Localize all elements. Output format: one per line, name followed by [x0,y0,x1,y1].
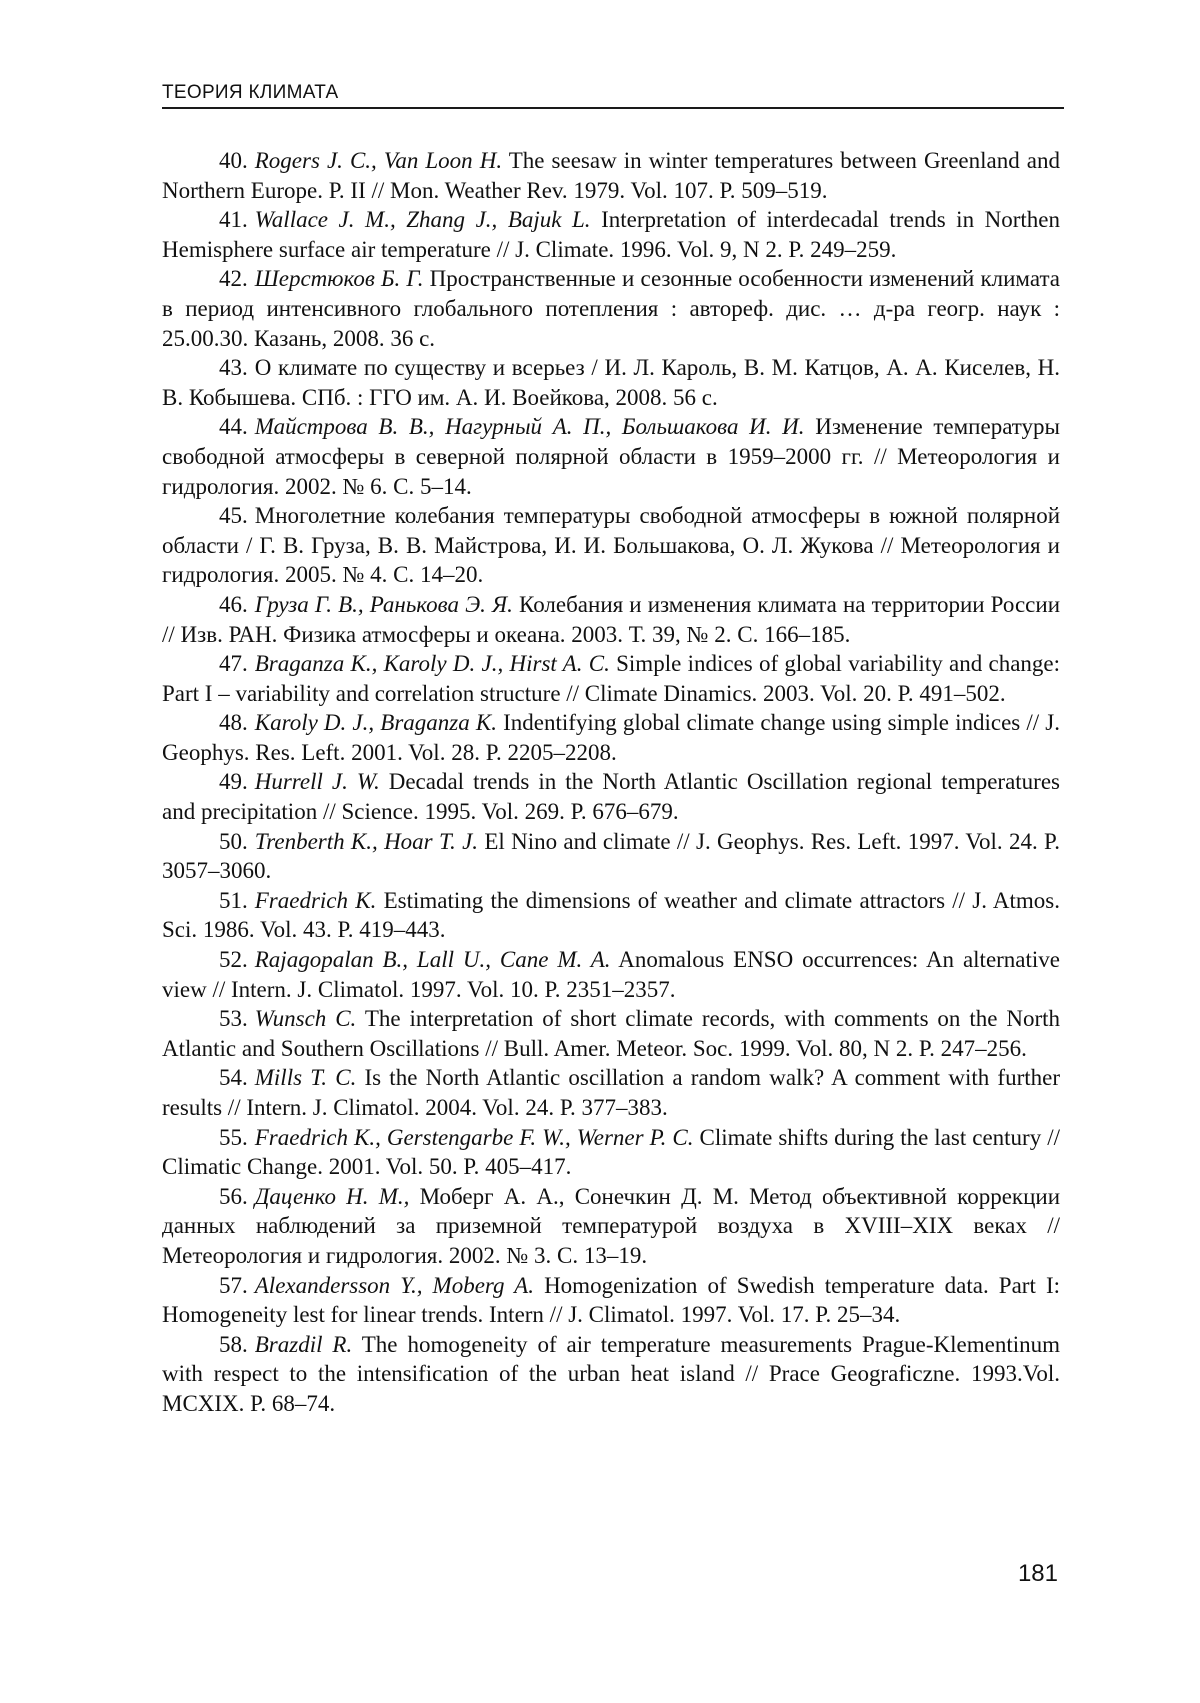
reference-text: Simple indices of global variability and change: Part I – variability and correlation structure // Climate Dinamics. 2003. Vol. 20. P. 491–502. [162,651,1060,706]
reference-item [162,1063,1060,1122]
page-number: 181 [1017,1560,1058,1587]
reference-authors: Fraedrich K., Gerstengarbe F. W., Werner P. C. [254,1124,694,1150]
reference-text: Колебания и изменения климата на территории России // Изв. РАН. Физика атмосферы и океана. 2003. Т. 39, № 2. С. 166–185. [162,591,1060,647]
reference-number: 46. [219,591,248,617]
reference-item [162,767,1060,826]
reference-item [162,708,1060,767]
reference-number: 40. [219,148,248,173]
reference-text: Пространственные и сезонные особенности изменений климата в период интенсивного глобального потепления : автореф. дис. … д-ра геогр. наук : 25.00.30. Казань, 2008. 36 с. [162,266,1060,351]
reference-item [162,264,1060,353]
reference-text: Indentifying global climate change using simple indices // J. Geophys. Res. Left. 2001. Vol. 28. P. 2205–2208. [162,710,1060,765]
reference-text: Interpretation of interdecadal trends in Northen Hemisphere surface air temperature // J. Climate. 1996. Vol. 9, N 2. P. 249–259. [162,207,1060,262]
reference-authors: Karoly D. J., Braganza K. [254,710,497,736]
reference-number: 55. [219,1124,248,1150]
reference-item [162,1004,1060,1063]
reference-text: Climate shifts during the last century // Climatic Change. 2001. Vol. 50. P. 405–417. [162,1124,1060,1180]
reference-text: О климате по существу и всерьез / И. Л. Кароль, В. М. Катцов, А. А. Киселев, Н. В. Кобышева. СПб. : ГГО им. А. И. Воейкова, 2008. 56 с. [162,355,1060,410]
reference-authors: Rogers J. C., Van Loon H. [254,148,503,173]
reference-number: 49. [219,769,248,795]
reference-number: 43. [219,355,248,381]
reference-number: 54. [219,1065,248,1091]
reference-authors: Trenberth K., Hoar T. J. [254,828,479,854]
reference-authors: Hurrell J. W. [254,769,380,795]
reference-item [162,1123,1060,1182]
reference-item [162,205,1060,264]
reference-text: The homogeneity of air temperature measurements Prague-Klementinum with respect to the intensification of the urban heat island // Prace Geograficzne. 1993.Vol. MCXIX. P. 68–74. [162,1331,1061,1416]
reference-item [162,827,1060,886]
reference-authors: Brazdil R. [254,1331,353,1357]
reference-text: Моберг А. А., Сонечкин Д. М. Метод объективной коррекции данных наблюдений за приземной температурой воздуха в XVIII–XIX веках // Метеорология и гидрология. 2002. № 3. С. 13–19. [162,1183,1060,1268]
reference-item [162,590,1060,649]
reference-text: Homogenization of Swedish temperature data. Part I: Homogeneity lest for linear trends. Intern // J. Climatol. 1997. Vol. 17. P. 25–34. [162,1272,1060,1328]
reference-item [162,146,1060,205]
reference-item [162,412,1060,501]
reference-number: 56. [219,1183,248,1209]
reference-text: Изменение температуры свободной атмосферы в северной полярной области в 1959–2000 гг. // Метеорология и гидрология. 2002. № 6. С. 5–14. [162,414,1061,499]
reference-number: 48. [219,710,248,736]
reference-authors: Fraedrich K. [254,887,377,913]
reference-text: Decadal trends in the North Atlantic Oscillation regional temperatures and precipitation // Science. 1995. Vol. 269. P. 676–679. [162,769,1060,825]
reference-number: 42. [219,266,248,292]
reference-text: Is the North Atlantic oscillation a random walk? A comment with further results // Intern. J. Climatol. 2004. Vol. 24. P. 377–383. [162,1065,1061,1120]
reference-number: 50. [219,828,248,854]
reference-item [162,1330,1060,1419]
reference-item [162,649,1060,708]
reference-text: Многолетние колебания температуры свободной атмосферы в южной полярной области / Г. В. Груза, В. В. Майстрова, И. И. Большакова, О. Л. Жукова // Метеорология и гидрология. 2005. № 4. С. 14–20. [162,503,1060,588]
reference-authors: Alexandersson Y., Moberg A. [254,1272,534,1298]
reference-text: El Nino and climate // J. Geophys. Res. Left. 1997. Vol. 24. P. 3057–3060. [162,828,1061,884]
reference-authors: Braganza K., Karoly D. J., Hirst A. C. [254,651,610,677]
reference-text: The interpretation of short climate records, with comments on the North Atlantic and Southern Oscillations // Bull. Amer. Meteor. Soc. 1999. Vol. 80, N 2. P. 247–256. [162,1006,1061,1061]
reference-authors: Шерстюков Б. Г. [254,266,424,292]
reference-number: 44. [219,414,248,440]
reference-item [162,886,1060,945]
reference-list [162,146,1060,1419]
reference-authors: Rajagopalan B., Lall U., Cane M. A. [254,947,611,973]
reference-number: 41. [219,207,248,233]
reference-authors: Даценко Н. М., [254,1183,410,1209]
reference-number: 47. [219,651,248,677]
reference-number: 57. [219,1272,248,1298]
reference-number: 52. [219,947,248,973]
reference-number: 53. [219,1006,248,1032]
reference-text: Anomalous ENSO occurrences: An alternative view // Intern. J. Climatol. 1997. Vol. 10. P. 2351–2357. [162,947,1061,1002]
reference-item [162,501,1060,590]
reference-item [162,1182,1060,1271]
reference-authors: Mills T. C. [254,1065,357,1091]
running-header [162,82,1064,109]
reference-number: 58. [219,1331,248,1357]
reference-authors: Майстрова В. В., Нагурный А. П., Большакова И. И. [254,414,805,440]
reference-number: 51. [219,887,248,913]
reference-item [162,1271,1060,1330]
reference-number: 45. [219,503,248,529]
reference-authors: Груза Г. В., Ранькова Э. Я. [254,591,513,617]
reference-authors: Wunsch C. [254,1006,357,1032]
reference-text: The seesaw in winter temperatures between Greenland and Northern Europe. P. II // Mon. Weather Rev. 1979. Vol. 107. P. 509–519. [162,148,1060,203]
reference-item [162,353,1060,412]
reference-text: Estimating the dimensions of weather and climate attractors // J. Atmos. Sci. 1986. Vol. 43. P. 419–443. [162,887,1061,943]
reference-item [162,945,1060,1004]
running-header-title: ТЕОРИЯ КЛИМАТА [162,82,339,103]
reference-authors: Wallace J. M., Zhang J., Bajuk L. [254,207,591,233]
